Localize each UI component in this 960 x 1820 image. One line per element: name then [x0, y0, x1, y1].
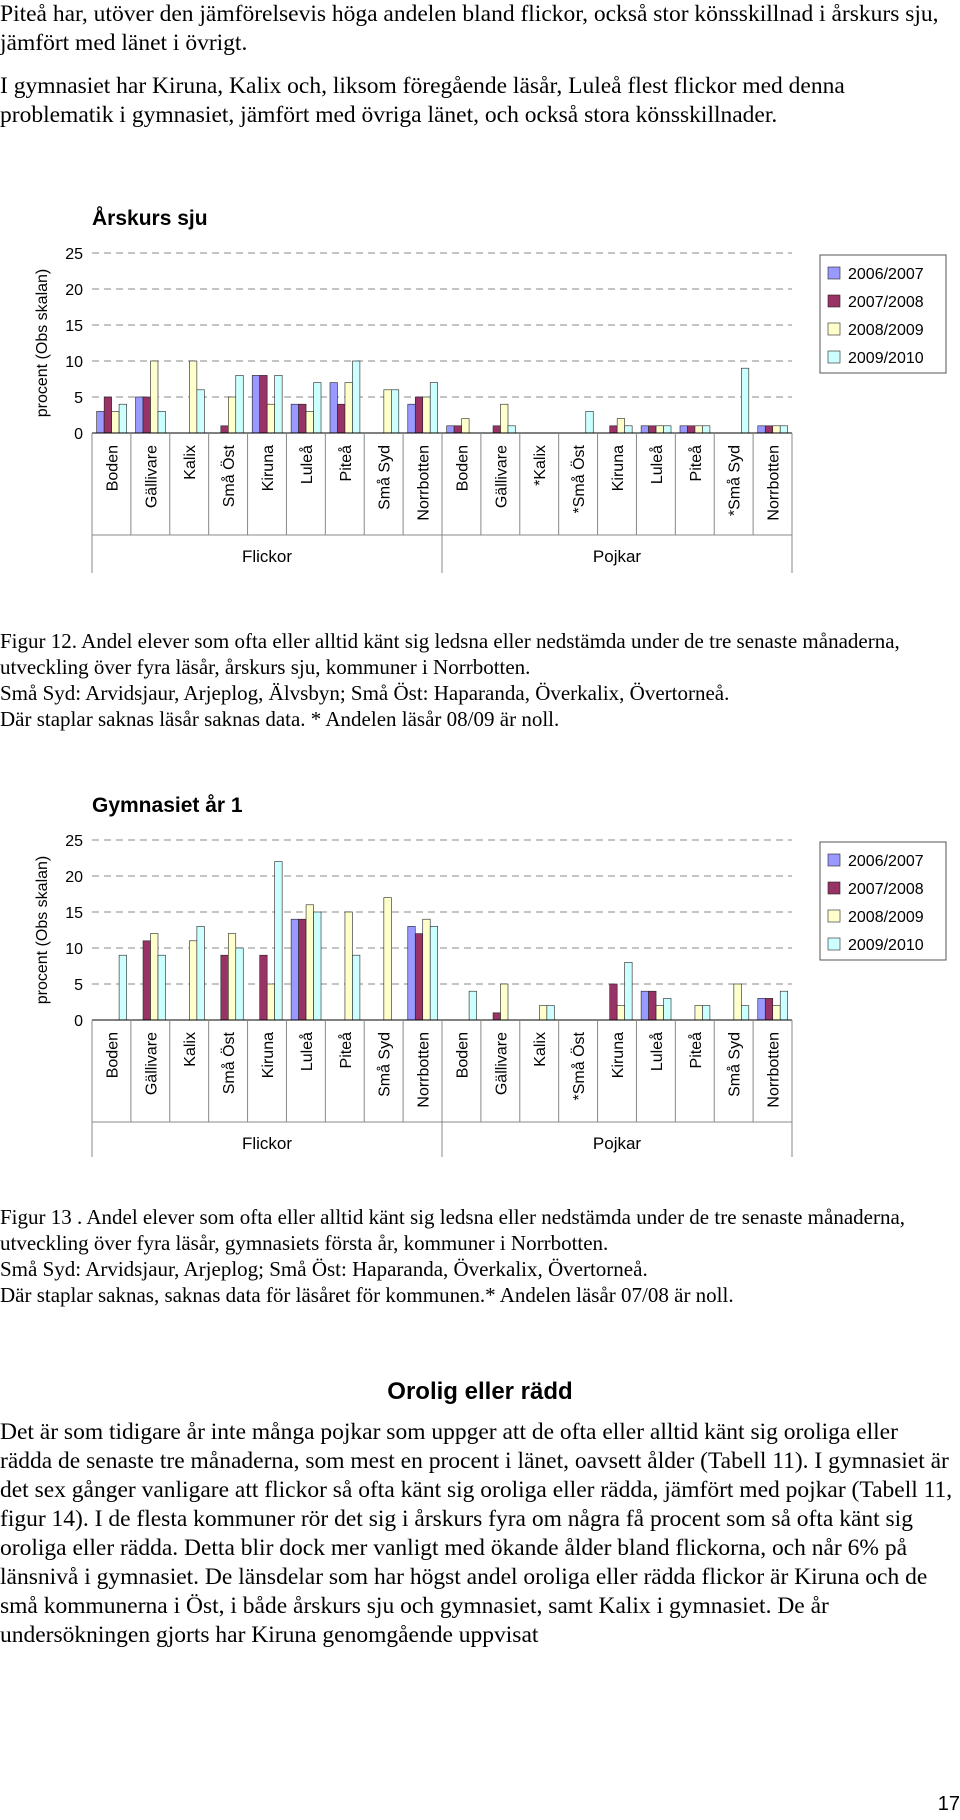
y-tick-label: 15: [65, 905, 83, 922]
bar-2008-2009: [617, 1006, 624, 1020]
bar-2008-2009: [189, 941, 196, 1020]
page-number: 17: [937, 1793, 960, 1815]
group-label: Flickor: [241, 547, 293, 566]
bar-2008-2009: [306, 905, 313, 1020]
figure-12-caption: [0, 628, 955, 732]
bar-2007-2008: [337, 404, 344, 433]
bar-2008-2009: [267, 984, 274, 1020]
y-axis-label: procent (Obs skalan): [34, 268, 51, 418]
y-tick-label: 5: [74, 390, 83, 407]
x-tick-label: Kiruna: [260, 1032, 277, 1079]
group-label: Pojkar: [592, 1134, 642, 1153]
caption-line: Figur 13 . Andel elever som ofta eller alltid känt sig ledsna eller nedstämda under de tre senaste månaderna, utveckling över fyra läsår, gymnasiets första år, kommuner i Norrbotten.: [0, 1205, 906, 1255]
y-tick-label: 10: [65, 941, 83, 958]
legend-swatch: [828, 882, 840, 894]
x-tick-label: Luleå: [648, 1032, 666, 1072]
bar-2009-2010: [314, 383, 321, 433]
legend-label: 2006/2007: [848, 266, 924, 283]
chart-title: Årskurs sju: [92, 207, 208, 230]
bar-2008-2009: [773, 1006, 780, 1020]
bar-2009-2010: [119, 404, 126, 433]
caption-line: Där staplar saknas läsår saknas data. * Andelen läsår 08/09 är noll.: [0, 707, 560, 731]
x-tick-label: *Små Öst: [571, 445, 589, 514]
bar-2009-2010: [741, 1006, 748, 1020]
bar-2006-2007: [136, 397, 143, 433]
x-tick-label: Små Öst: [221, 445, 239, 508]
chart-gymnasiet-ar-1: [0, 782, 960, 1157]
bar-2009-2010: [430, 383, 437, 433]
bar-2009-2010: [197, 926, 204, 1020]
x-tick-label: Boden: [454, 1032, 472, 1079]
x-tick-label: Gällivare: [143, 1032, 161, 1096]
legend-label: 2007/2008: [848, 294, 924, 311]
bar-2007-2008: [610, 984, 617, 1020]
y-tick-label: 20: [65, 869, 83, 886]
legend-label: 2006/2007: [848, 853, 924, 870]
x-tick-label: Norrbotten: [765, 1032, 783, 1108]
x-tick-label: *Små Öst: [571, 1032, 589, 1101]
legend-swatch: [828, 351, 840, 363]
legend-swatch: [828, 938, 840, 950]
bar-2008-2009: [345, 912, 352, 1020]
x-tick-label: Luleå: [298, 1032, 316, 1072]
y-tick-label: 25: [65, 833, 83, 850]
intro-paragraph-1: Piteå har, utöver den jämförelsevis höga andelen bland flickor, också stor könsskillnad i årskurs sju, jämfört med länet i övrigt.: [0, 1, 939, 56]
y-tick-label: 0: [74, 1013, 83, 1030]
x-tick-label: Kiruna: [610, 1032, 627, 1079]
bar-2008-2009: [384, 390, 391, 433]
x-tick-label: Luleå: [648, 445, 666, 485]
bar-2009-2010: [275, 862, 282, 1020]
bar-2007-2008: [765, 426, 772, 433]
section-body: Det är som tidigare år inte många pojkar som uppger att de ofta eller alltid känt sig oroliga eller rädda de senaste tre månaderna, som mest en procent i länet, oavsett ålder (Tabell 11). I gymnasiet är det sex gånger vanligare att flickor så ofta känt sig oroliga eller rädda, jämfört med pojkar (Tabell 11, figur 14). I de flesta kommuner rör det sig i årskurs fyra om några få procent som så ofta känt sig oroliga eller rädda. Detta blir dock mer vanligt med ökande ålder bland flickorna, och når 6% på länsnivå i gymnasiet. De länsdelar som har högst andel oroliga eller rädda flickor är Kiruna och de små kommunerna i Öst, i både årskurs sju och gymnasiet, samt Kalix i gymnasiet. De år undersökningen gjorts har Kiruna genomgående uppvisat: [0, 1419, 953, 1648]
bar-2006-2007: [758, 426, 765, 433]
bar-2009-2010: [780, 426, 787, 433]
chart-title: Gymnasiet år 1: [92, 794, 243, 817]
x-tick-label: Små Syd: [376, 445, 394, 510]
bar-2007-2008: [260, 375, 267, 433]
bar-2009-2010: [780, 991, 787, 1020]
bar-2009-2010: [352, 361, 359, 433]
group-label: Flickor: [241, 1134, 293, 1153]
bar-2009-2010: [314, 912, 321, 1020]
y-tick-label: 5: [74, 977, 83, 994]
x-tick-label: Boden: [104, 1032, 122, 1079]
x-tick-label: Piteå: [687, 445, 705, 482]
bar-2006-2007: [330, 383, 337, 433]
bar-2008-2009: [656, 426, 663, 433]
x-tick-label: Kiruna: [260, 445, 277, 492]
bar-2006-2007: [291, 404, 298, 433]
legend-swatch: [828, 267, 840, 279]
bar-2006-2007: [758, 998, 765, 1020]
x-tick-label: Piteå: [337, 445, 355, 482]
bar-2008-2009: [656, 1006, 663, 1020]
bar-2008-2009: [151, 361, 158, 433]
bar-2009-2010: [702, 426, 709, 433]
bar-2007-2008: [299, 919, 306, 1020]
bar-2007-2008: [143, 941, 150, 1020]
bar-2008-2009: [384, 898, 391, 1020]
bar-2007-2008: [415, 934, 422, 1020]
figure-13-caption: [0, 1204, 955, 1308]
y-tick-label: 20: [65, 282, 83, 299]
y-tick-label: 10: [65, 354, 83, 371]
group-label: Pojkar: [592, 547, 642, 566]
bar-2008-2009: [734, 984, 741, 1020]
bar-2009-2010: [469, 991, 476, 1020]
bar-2008-2009: [228, 397, 235, 433]
x-tick-label: Små Syd: [376, 1032, 394, 1097]
bar-2008-2009: [345, 383, 352, 433]
bar-2007-2008: [454, 426, 461, 433]
bar-2006-2007: [641, 426, 648, 433]
legend-label: 2008/2009: [848, 322, 924, 339]
bar-2009-2010: [236, 375, 243, 433]
x-tick-label: Norrbotten: [415, 1032, 433, 1108]
x-tick-label: *Kalix: [532, 445, 550, 486]
legend-label: 2007/2008: [848, 881, 924, 898]
bar-2006-2007: [252, 375, 259, 433]
legend-label: 2009/2010: [848, 937, 924, 954]
y-tick-label: 25: [65, 246, 83, 263]
bar-2009-2010: [586, 411, 593, 433]
legend-label: 2008/2009: [848, 909, 924, 926]
bar-2008-2009: [617, 419, 624, 433]
caption-line: Figur 12. Andel elever som ofta eller alltid känt sig ledsna eller nedstämda under de tre senaste månaderna, utveckling över fyra läsår, årskurs sju, kommuner i Norrbotten.: [0, 629, 900, 679]
bar-2007-2008: [610, 426, 617, 433]
bar-2007-2008: [493, 1013, 500, 1020]
x-tick-label: Gällivare: [143, 445, 161, 509]
y-tick-label: 15: [65, 318, 83, 335]
bar-2009-2010: [547, 1006, 554, 1020]
bar-2009-2010: [197, 390, 204, 433]
caption-line: Där staplar saknas, saknas data för läsåret för kommunen.* Andelen läsår 07/08 är noll.: [0, 1283, 734, 1307]
bar-2008-2009: [228, 934, 235, 1020]
bar-2008-2009: [112, 411, 119, 433]
bar-2007-2008: [221, 955, 228, 1020]
bar-2009-2010: [236, 948, 243, 1020]
caption-line: Små Syd: Arvidsjaur, Arjeplog; Små Öst: Haparanda, Överkalix, Övertorneå.: [0, 1257, 648, 1281]
bar-2007-2008: [299, 404, 306, 433]
bar-2006-2007: [408, 404, 415, 433]
bar-2009-2010: [625, 426, 632, 433]
bar-2006-2007: [680, 426, 687, 433]
x-tick-label: Gällivare: [493, 1032, 511, 1096]
x-tick-label: *Små Syd: [726, 445, 744, 517]
bar-2007-2008: [221, 426, 228, 433]
bar-2008-2009: [462, 419, 469, 433]
bar-2007-2008: [260, 955, 267, 1020]
bar-2006-2007: [641, 991, 648, 1020]
x-tick-label: Kalix: [182, 1032, 200, 1067]
y-tick-label: 0: [74, 426, 83, 443]
legend-swatch: [828, 295, 840, 307]
bar-2009-2010: [664, 998, 671, 1020]
bar-2009-2010: [430, 926, 437, 1020]
x-tick-label: Luleå: [298, 445, 316, 485]
bar-2007-2008: [104, 397, 111, 433]
bar-2006-2007: [97, 411, 104, 433]
bar-2008-2009: [773, 426, 780, 433]
x-tick-label: Piteå: [337, 1032, 355, 1069]
x-tick-label: Små Syd: [726, 1032, 744, 1097]
x-tick-label: Boden: [104, 445, 122, 492]
bar-2007-2008: [765, 998, 772, 1020]
intro-paragraph-2: I gymnasiet har Kiruna, Kalix och, liksom föregående läsår, Luleå flest flickor med denna problematik i gymnasiet, jämfört med övriga länet, och också stora könsskillnader.: [0, 73, 845, 128]
bar-2009-2010: [352, 955, 359, 1020]
bar-2008-2009: [423, 919, 430, 1020]
bar-2007-2008: [143, 397, 150, 433]
section-heading: Orolig eller rädd: [387, 1378, 573, 1405]
caption-line: Små Syd: Arvidsjaur, Arjeplog, Älvsbyn; Små Öst: Haparanda, Överkalix, Övertorneå.: [0, 681, 730, 705]
x-tick-label: Gällivare: [493, 445, 511, 509]
legend-swatch: [828, 854, 840, 866]
legend-swatch: [828, 323, 840, 335]
bar-2008-2009: [267, 404, 274, 433]
x-tick-label: Små Öst: [221, 1032, 239, 1095]
bar-2009-2010: [391, 390, 398, 433]
bar-2007-2008: [649, 426, 656, 433]
bar-2009-2010: [158, 411, 165, 433]
bar-2008-2009: [306, 411, 313, 433]
bar-2008-2009: [423, 397, 430, 433]
legend-swatch: [828, 910, 840, 922]
x-tick-label: Norrbotten: [765, 445, 783, 521]
legend-label: 2009/2010: [848, 350, 924, 367]
bar-2009-2010: [664, 426, 671, 433]
bar-2009-2010: [119, 955, 126, 1020]
bar-2008-2009: [151, 934, 158, 1020]
bar-2009-2010: [702, 1006, 709, 1020]
bar-2008-2009: [539, 1006, 546, 1020]
x-tick-label: Piteå: [687, 1032, 705, 1069]
bar-2009-2010: [625, 962, 632, 1020]
bar-2008-2009: [695, 426, 702, 433]
bar-2008-2009: [501, 984, 508, 1020]
x-tick-label: Norrbotten: [415, 445, 433, 521]
bar-2008-2009: [695, 1006, 702, 1020]
bar-2006-2007: [291, 919, 298, 1020]
x-tick-label: Boden: [454, 445, 472, 492]
bar-2007-2008: [649, 991, 656, 1020]
x-tick-label: Kalix: [532, 1032, 550, 1067]
bar-2009-2010: [741, 368, 748, 433]
bar-2007-2008: [687, 426, 694, 433]
bar-2006-2007: [447, 426, 454, 433]
bar-2009-2010: [158, 955, 165, 1020]
x-tick-label: Kalix: [182, 445, 200, 480]
chart-arskurs-sju: [0, 195, 960, 585]
bar-2007-2008: [415, 397, 422, 433]
bar-2009-2010: [508, 426, 515, 433]
bar-2008-2009: [501, 404, 508, 433]
bar-2007-2008: [493, 426, 500, 433]
bar-2006-2007: [408, 926, 415, 1020]
bar-2009-2010: [275, 375, 282, 433]
x-tick-label: Kiruna: [610, 445, 627, 492]
y-axis-label: procent (Obs skalan): [34, 855, 51, 1005]
bar-2008-2009: [189, 361, 196, 433]
